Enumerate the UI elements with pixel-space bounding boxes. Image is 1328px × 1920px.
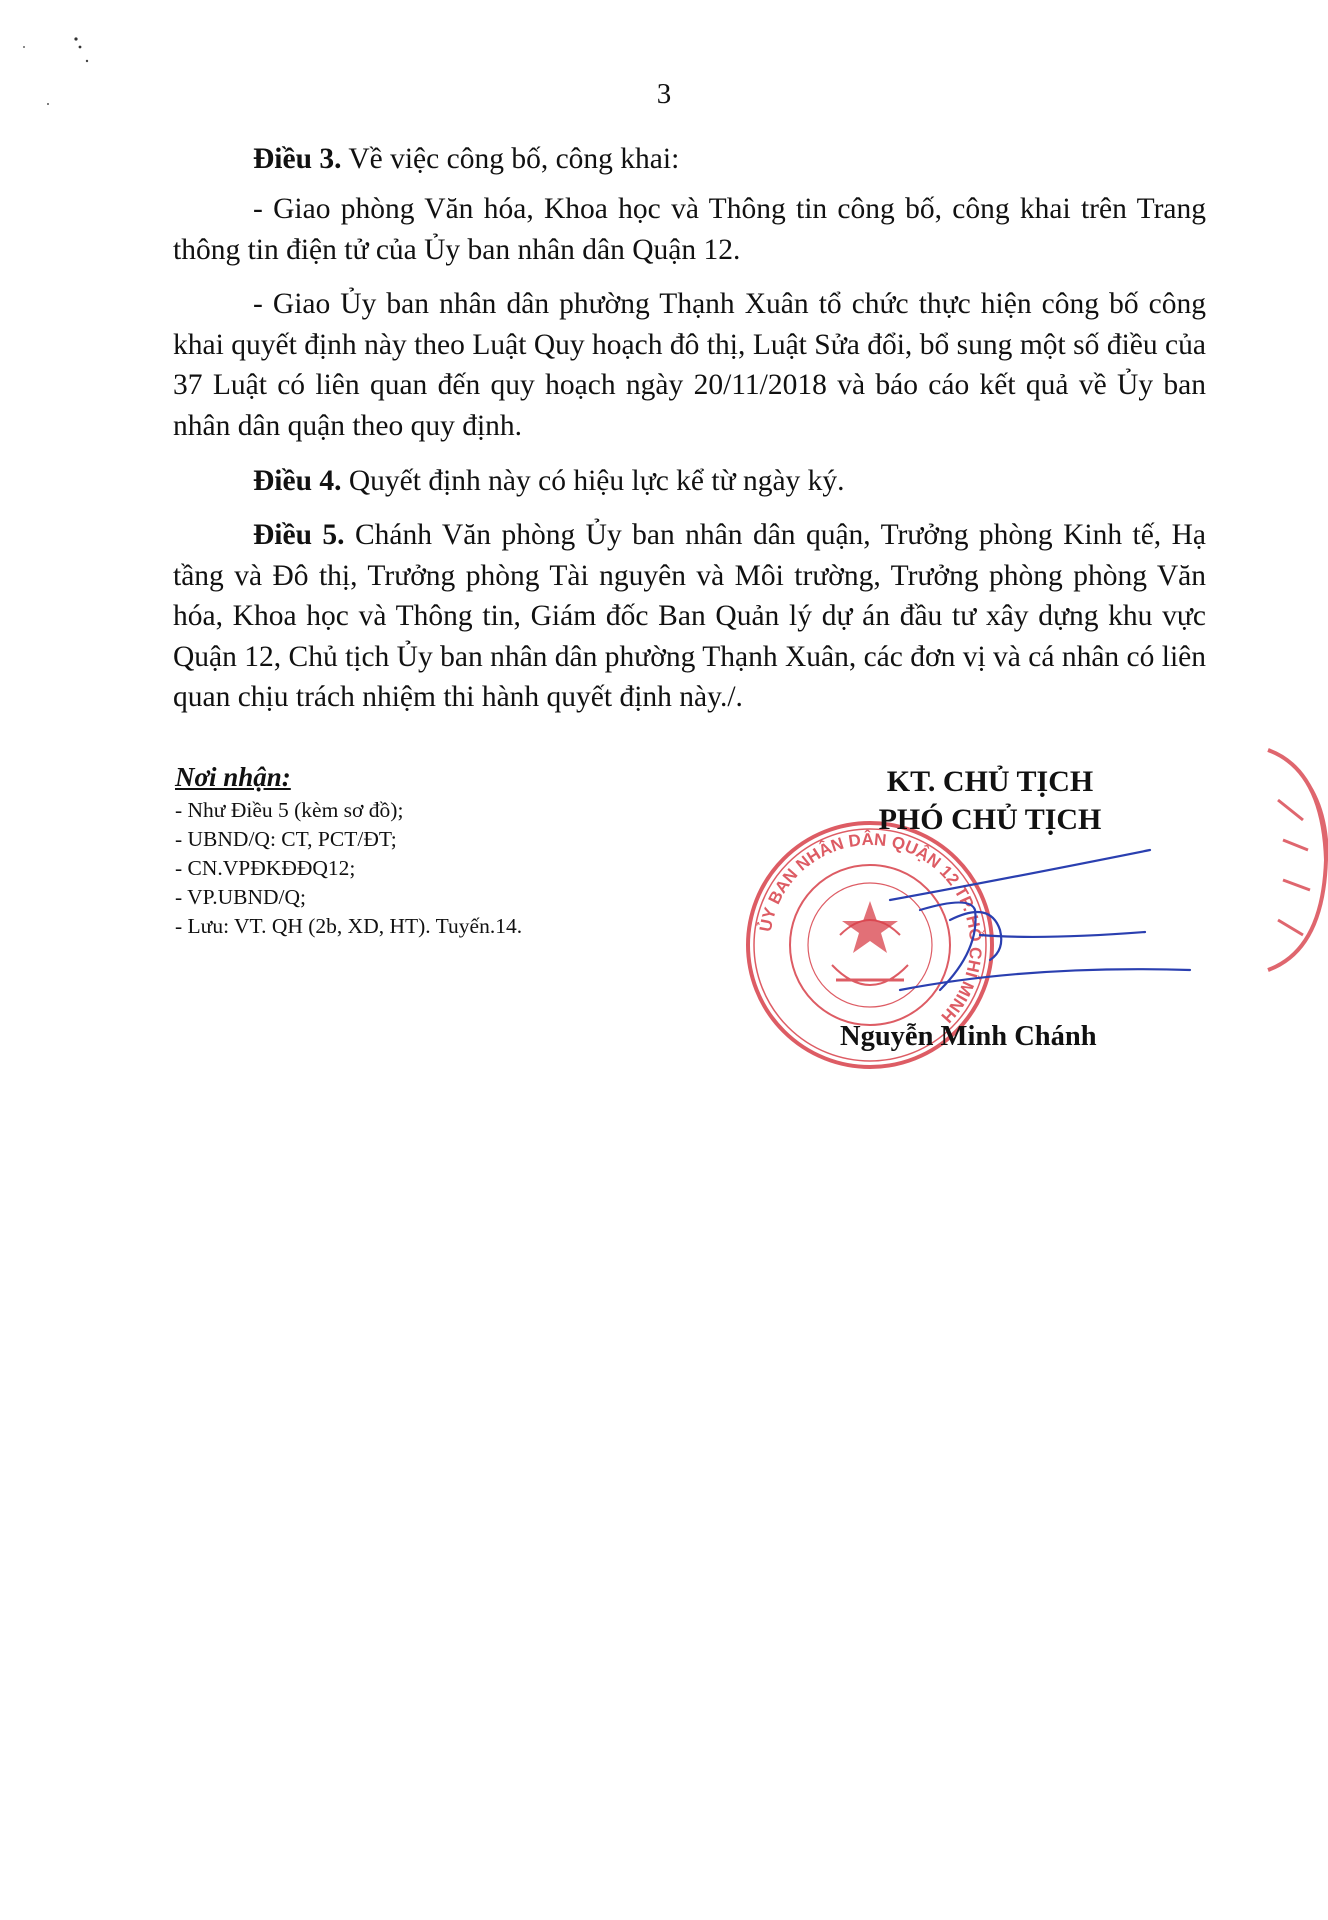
article-5	[173, 515, 1206, 718]
article-3-item-1: - Giao phòng Văn hóa, Khoa học và Thông tin công bố, công khai trên Trang thông tin điện tử của Ủy ban nhân dân Quận 12.	[173, 193, 1206, 266]
recipient-item: - Lưu: VT. QH (2b, XD, HT). Tuyến.14.	[175, 914, 523, 938]
article-5-label: Điều 5.	[253, 519, 345, 551]
article-4-label: Điều 4.	[253, 465, 342, 497]
edge-stamp-fragment	[1248, 730, 1328, 990]
article-3-item-2: - Giao Ủy ban nhân dân phường Thạnh Xuân tổ chức thực hiện công bố công khai quyết định này theo Luật Quy hoạch đô thị, Luật Sửa đổi, bổ sung một số điều của 37 Luật có liên quan đến quy hoạch ngày 20/11/2018 và báo cáo kết quả về Ủy ban nhân dân quận theo quy định.	[173, 288, 1206, 442]
page-number: 3	[656, 78, 672, 110]
article-5-text: Chánh Văn phòng Ủy ban nhân dân quận, Trưởng phòng Kinh tế, Hạ tầng và Đô thị, Trưởng phòng Tài nguyên và Môi trường, Trưởng phòng phòng Văn hóa, Khoa học và Thông tin, Giám đốc Ban Quản lý dự án đầu tư xây dựng khu vực Quận 12, Chủ tịch Ủy ban nhân dân phường Thạnh Xuân, các đơn vị và cá nhân có liên quan chịu trách nhiệm thi hành quyết định này./.	[173, 519, 1206, 713]
stamp-text: ỦY BAN NHÂN DÂN QUẬN 12 TP. HỒ CHÍ MINH	[755, 829, 986, 1027]
article-3-label: Điều 3.	[253, 143, 342, 175]
recipients-block	[175, 760, 675, 941]
handwritten-signature	[880, 840, 1210, 1020]
signature-title-line-1: KT. CHỦ TỊCH	[886, 765, 1094, 798]
signature-title-block	[805, 763, 1175, 839]
signer-name: Nguyễn Minh Chánh	[840, 1021, 1097, 1052]
recipients-title: Nơi nhận:	[175, 762, 291, 792]
recipient-item: - CN.VPĐKĐĐQ12;	[175, 856, 356, 880]
recipients-list	[175, 796, 675, 941]
article-3-heading-text: Về việc công bố, công khai:	[341, 143, 680, 175]
recipient-item: - VP.UBND/Q;	[175, 885, 307, 909]
article-3-heading	[173, 139, 1206, 180]
article-4	[173, 461, 1206, 502]
signature-title-line-2: PHÓ CHỦ TỊCH	[878, 803, 1102, 836]
article-4-text: Quyết định này có hiệu lực kể từ ngày ký.	[341, 465, 845, 497]
recipient-item: - UBND/Q: CT, PCT/ĐT;	[175, 827, 397, 851]
recipient-item: - Như Điều 5 (kèm sơ đồ);	[175, 798, 404, 822]
